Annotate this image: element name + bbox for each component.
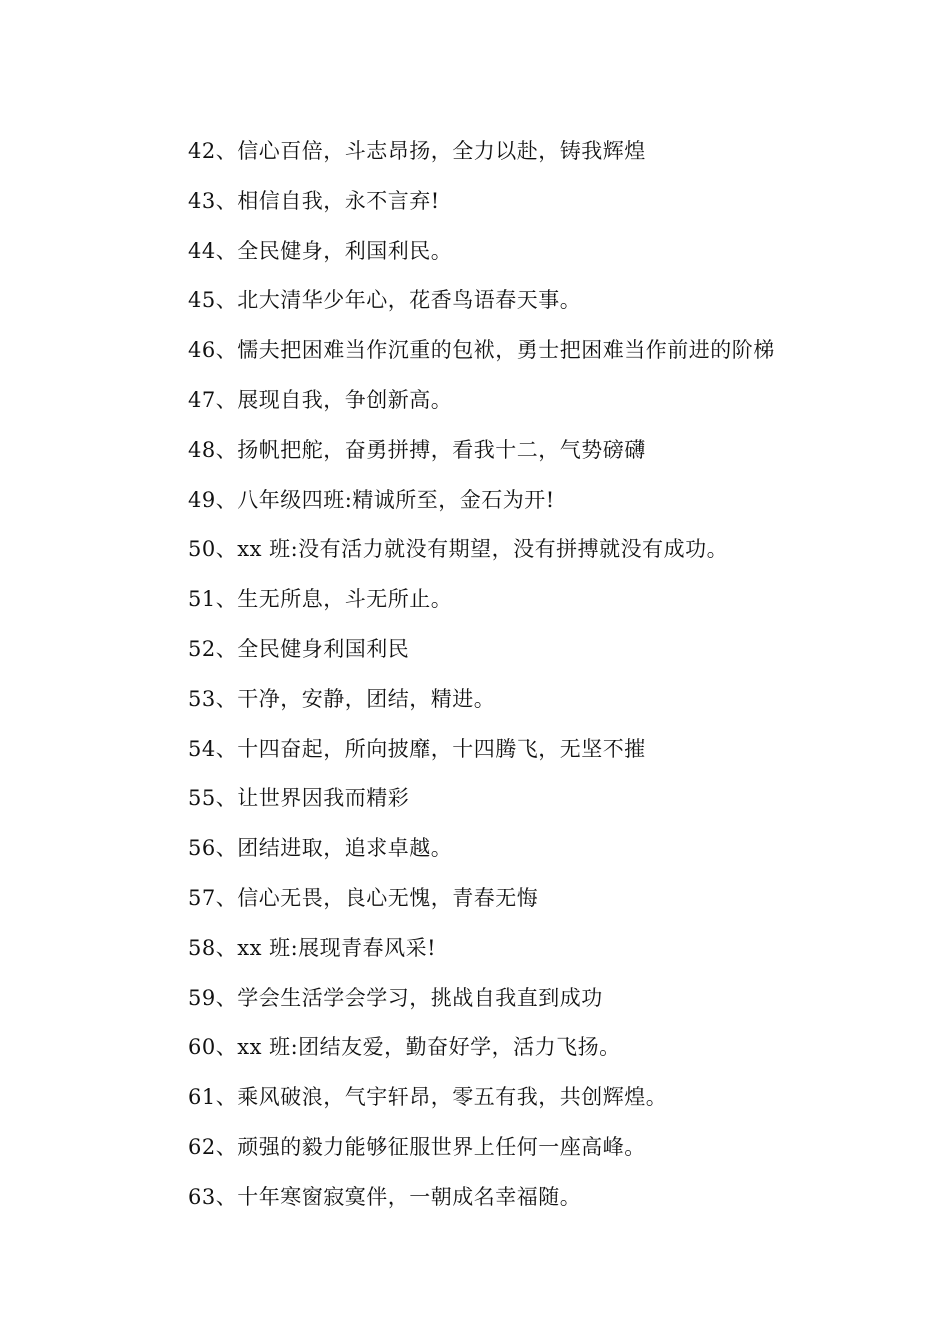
list-item: 46、懦夫把困难当作沉重的包袱，勇士把困难当作前进的阶梯	[188, 338, 775, 363]
list-item: 42、信心百倍，斗志昂扬，全力以赴，铸我辉煌	[188, 139, 646, 163]
list-item: 59、学会生活学会学习，挑战自我直到成功	[188, 985, 603, 1010]
list-item: 45、北大清华少年心，花香鸟语春天事。	[188, 288, 582, 313]
list-item: 47、展现自我，争创新高。	[188, 387, 453, 412]
list-item: 57、信心无畏，良心无愧，青春无悔	[188, 885, 539, 910]
list-item: 48、扬帆把舵，奋勇拼搏，看我十二，气势磅礴	[188, 437, 646, 462]
list-item: 53、干净，安静，团结，精进。	[188, 686, 496, 711]
list-item: 61、乘风破浪，气宇轩昂，零五有我，共创辉煌。	[188, 1085, 668, 1110]
list-item: 63、十年寒窗寂寞伴，一朝成名幸福随。	[188, 1184, 582, 1209]
list-item: 49、八年级四班:精诚所至，金石为开!	[188, 487, 555, 512]
list-item: 54、十四奋起，所向披靡，十四腾飞，无坚不摧	[188, 736, 646, 761]
list-item: 44、全民健身，利国利民。	[188, 238, 453, 263]
list-item: 52、全民健身利国利民	[188, 636, 410, 661]
list-item: 50、xx 班:没有活力就没有期望，没有拼搏就没有成功。	[188, 537, 729, 562]
list-item: 55、让世界因我而精彩	[188, 786, 410, 811]
list-item: 56、团结进取，追求卓越。	[188, 836, 453, 861]
list-item: 60、xx 班:团结友爱，勤奋好学，活力飞扬。	[188, 1035, 621, 1060]
list-item: 51、生无所息，斗无所止。	[188, 587, 453, 612]
list-item: 58、xx 班:展现青春风采!	[188, 935, 437, 960]
slogan-list	[188, 133, 888, 1229]
list-item: 43、相信自我，永不言弃!	[188, 188, 440, 213]
list-item: 62、顽强的毅力能够征服世界上任何一座高峰。	[188, 1134, 646, 1159]
